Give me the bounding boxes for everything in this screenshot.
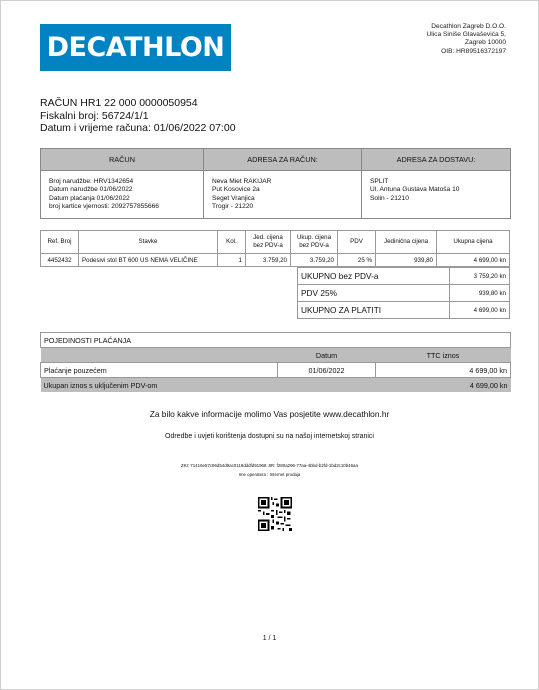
operator-name: Ime operatera : Internet prodaja (238, 472, 301, 477)
loyalty-card: broj kartice vjernosti: 2092757855666 (49, 203, 159, 211)
company-oib: OIB: HR89516372197 (441, 47, 506, 55)
shipping-address (362, 171, 511, 219)
address-table (40, 148, 511, 219)
company-street: Ulica Siniše Glavaševića 5, (426, 31, 506, 39)
payment-date-value: 01/06/2022 (278, 363, 376, 378)
payment-table (40, 332, 511, 392)
billing-place: Seget Vranjica (212, 194, 255, 202)
col-unit-net (246, 231, 291, 254)
grand-total-label: UKUPNO ZA PLATITI (298, 302, 450, 319)
company-city: Zagreb 10000 (464, 39, 506, 47)
payment-title-row (41, 333, 511, 348)
billing-street: Put Kosovice 2a (212, 186, 260, 194)
item-total: 4 699,00 kn (437, 254, 510, 267)
item-description: Podesivi stol BT 600 US NEMA VELIČINE (79, 254, 218, 267)
col-total-net (291, 231, 338, 254)
page-number: 1 / 1 (262, 635, 277, 642)
item-ref: 4452432 (41, 254, 79, 267)
company-name: Decathlon Zagreb D.O.O. (431, 23, 506, 30)
qr-code-icon (258, 497, 292, 531)
vat-row (298, 285, 510, 302)
invoice-header (40, 97, 236, 135)
col-total: Ukupna cijena (437, 231, 510, 254)
header-billing-address: ADRESA ZA RAČUN: (204, 149, 362, 171)
col-qty: Kol. (218, 231, 246, 254)
decathlon-logo: DECATHLON (40, 24, 231, 71)
items-header-row (41, 231, 510, 254)
col-unit-net-line2: bez PDV-a (253, 242, 283, 249)
payment-sum-amount: 4 699,00 kn (376, 378, 511, 393)
fiscal-number: Fiskalni broj: 56724/1/1 (40, 109, 149, 122)
total-net-row (298, 268, 510, 285)
payment-method: Plaćanje pouzećem (41, 363, 278, 378)
payment-sum-row (41, 378, 511, 393)
totals-table (297, 267, 510, 319)
info-message: Za bilo kakve informacije molimo Vas posjetite www.decathlon.hr (149, 409, 390, 419)
items-table (40, 230, 510, 267)
shipping-street: Ul. Antuna Gustava Matoša 10 (370, 186, 460, 194)
fiscal-codes (0, 461, 539, 479)
shipping-name: SPLIT (370, 178, 389, 185)
item-unit-price: 939,80 (376, 254, 437, 267)
item-vat: 25 % (338, 254, 376, 267)
header-invoice: RAČUN (41, 149, 204, 171)
grand-total-row (298, 302, 510, 319)
payment-title: POJEDINOSTI PLAĆANJA (41, 333, 511, 348)
vat-label: PDV 25% (298, 285, 450, 302)
billing-city: Trogir - 21220 (212, 203, 254, 211)
header-shipping-address: ADRESA ZA DOSTAVU: (362, 149, 511, 171)
payment-header-row (41, 348, 511, 363)
terms-message: Odredbe i uvjeti korištenja dostupni su na našoj internetskoj stranici (165, 433, 374, 440)
billing-address (204, 171, 362, 219)
order-number: Broj narudžbe: HRV1342654 (49, 178, 134, 185)
zki-jir: ZKI: 71416e57c96d54d9ac0119dddfd91968 JIR: f280a296-77aa-4bbd-b2fd-1bd2c10b46aa (181, 463, 358, 468)
order-date: Datum narudžbe 01/06/2022 (49, 186, 133, 194)
payment-col-amount: TTC iznos (376, 348, 511, 363)
payment-col-date: Datum (278, 348, 376, 363)
billing-name: Neva Miet RAKIJAR (212, 178, 272, 185)
company-address (426, 23, 506, 56)
item-unit-net: 3.759,20 (246, 254, 291, 267)
payment-row (41, 363, 511, 378)
invoice-datetime: Datum i vrijeme računa: 01/06/2022 07:00 (40, 122, 236, 134)
shipping-city: Solin - 21210 (370, 194, 409, 202)
payment-sum-label: Ukupan iznos s uključenim PDV-om (41, 378, 376, 393)
payment-date: Datum plaćanja 01/06/2022 (49, 194, 130, 202)
item-qty: 1 (218, 254, 246, 267)
total-net-value: 3 759,20 kn (450, 268, 510, 285)
item-total-net: 3.759,20 (291, 254, 338, 267)
col-total-net-line1: Ukup. cijena (296, 234, 332, 242)
col-unit-net-line1: Jed. cijena (253, 234, 283, 242)
payment-amount: 4 699,00 kn (376, 363, 511, 378)
col-description: Stavke (79, 231, 218, 254)
col-vat: PDV (338, 231, 376, 254)
payment-col-method (41, 348, 278, 363)
invoice-details (41, 171, 204, 219)
table-row (41, 254, 510, 267)
total-net-label: UKUPNO bez PDV-a (298, 268, 450, 285)
col-ref: Ref. Broj (41, 231, 79, 254)
vat-value: 939,80 kn (450, 285, 510, 302)
invoice-number: RAČUN HR1 22 000 0000050954 (40, 97, 198, 109)
grand-total-value: 4 699,00 kn (450, 302, 510, 319)
col-total-net-line2: bez PDV-a (299, 242, 329, 249)
col-unit-price: Jedinična cijena (376, 231, 437, 254)
